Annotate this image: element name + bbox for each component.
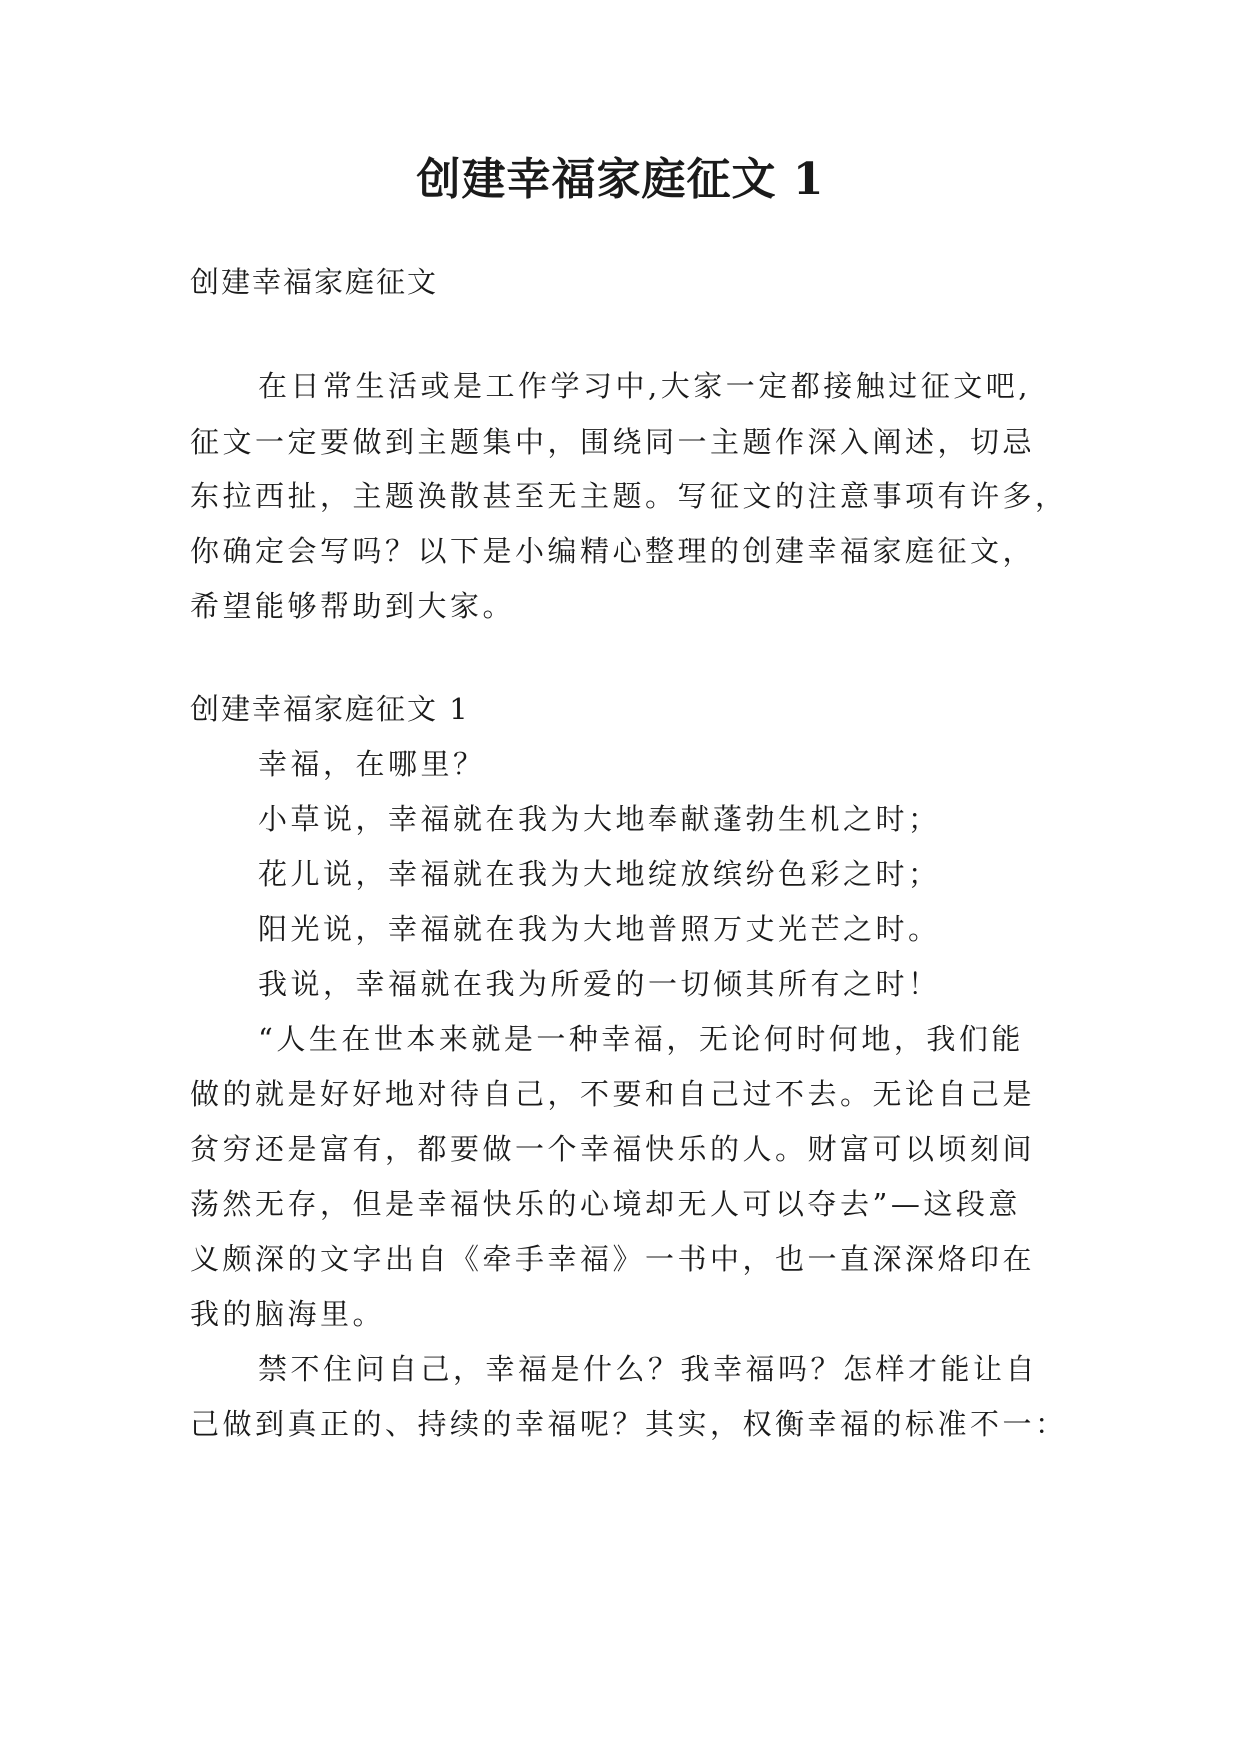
intro-line: 希望能够帮助到大家。: [190, 589, 516, 623]
body-line: 阳光说，幸福就在我为大地普照万丈光芒之时。: [258, 912, 941, 946]
body-line: 做的就是好好地对待自己，不要和自己过不去。无论自己是: [190, 1077, 1036, 1111]
body-line: 花儿说，幸福就在我为大地绽放缤纷色彩之时；: [258, 857, 941, 891]
document-title: 创建幸福家庭征文 1: [416, 154, 825, 205]
body-line: “人生在世本来就是一种幸福，无论何时何地，我们能: [258, 1022, 1024, 1056]
intro-line: 征文一定要做到主题集中，围绕同一主题作深入阐述，切忌: [190, 425, 1036, 459]
body-line: 己做到真正的、持续的幸福呢？其实，权衡幸福的标准不一：: [190, 1407, 1068, 1441]
body-line: 幸福，在哪里？: [258, 747, 486, 781]
body-line: 小草说，幸福就在我为大地奉献蓬勃生机之时；: [258, 802, 941, 836]
section-heading: 创建幸福家庭征文 1: [190, 692, 470, 726]
body-line: 我说，幸福就在我为所爱的一切倾其所有之时！: [258, 967, 941, 1001]
body-line: 贫穷还是富有，都要做一个幸福快乐的人。财富可以顷刻间: [190, 1132, 1036, 1166]
intro-line: 东拉西扯，主题涣散甚至无主题。写征文的注意事项有许多，: [190, 479, 1068, 513]
body-line: 荡然无存，但是幸福快乐的心境却无人可以夺去”—这段意: [190, 1187, 1021, 1221]
document-subtitle: 创建幸福家庭征文: [190, 265, 439, 299]
body-line: 我的脑海里。: [190, 1297, 386, 1331]
intro-line: 在日常生活或是工作学习中,大家一定都接触过征文吧,: [258, 369, 1031, 403]
body-line: 义颇深的文字出自《牵手幸福》一书中，也一直深深烙印在: [190, 1242, 1036, 1276]
intro-line: 你确定会写吗？以下是小编精心整理的创建幸福家庭征文，: [190, 534, 1036, 568]
body-line: 禁不住问自己，幸福是什么？我幸福吗？怎样才能让自: [258, 1352, 1039, 1386]
